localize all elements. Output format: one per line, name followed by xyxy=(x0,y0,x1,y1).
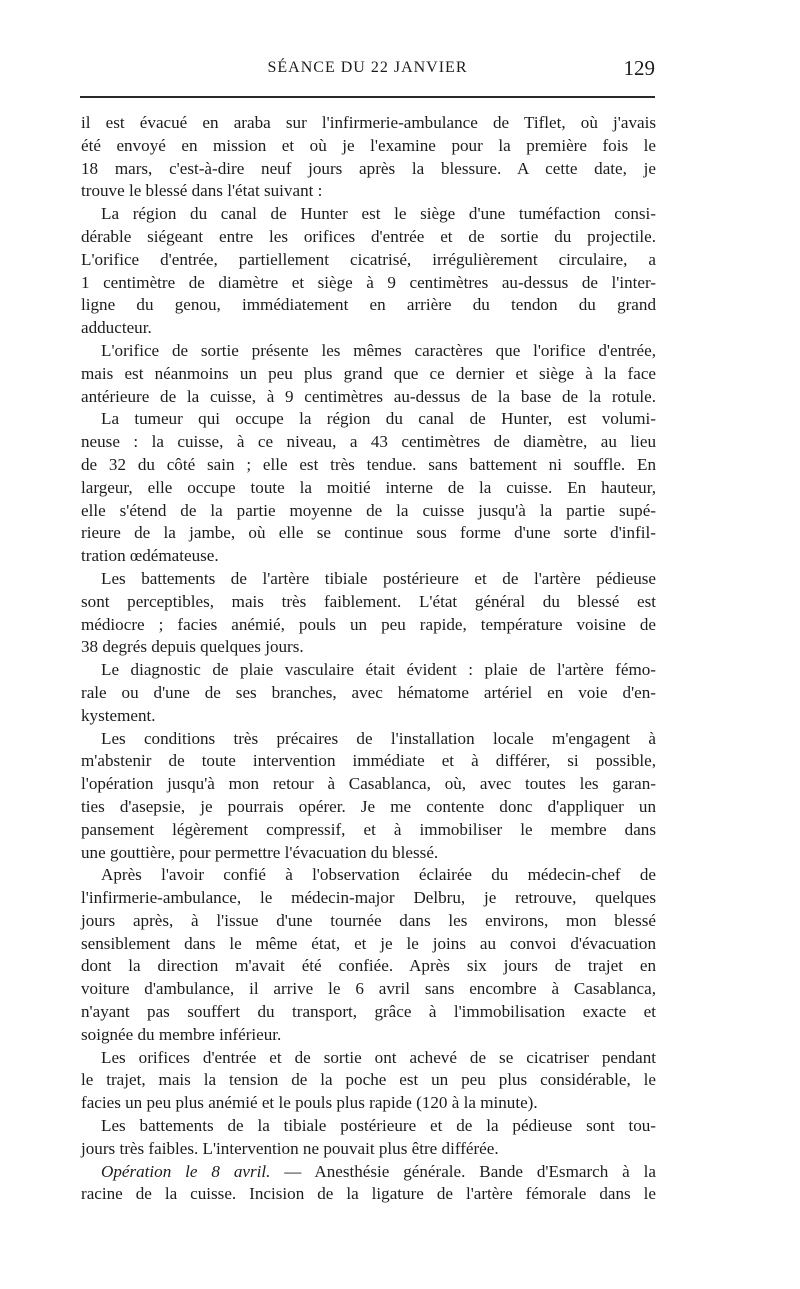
text-line: pansement légèrement compressif, et à immobiliser le membre dans xyxy=(81,819,656,839)
text-line: 38 degrés depuis quelques jours. xyxy=(81,637,304,657)
text-line: L'orifice d'entrée, partiellement cicatrisé, irrégulièrement circulaire, a xyxy=(81,249,656,269)
text-line: m'abstenir de toute intervention immédiate et à différer, si possible, xyxy=(81,751,656,771)
text-line: Les battements de la tibiale postérieure et de la pédieuse sont tou- xyxy=(101,1116,656,1136)
text-line: ties d'asepsie, je pourrais opérer. Je me contente donc d'appliquer un xyxy=(81,796,656,816)
text-line: La tumeur qui occupe la région du canal de Hunter, est volumi- xyxy=(101,409,656,429)
text-line: trouve le blessé dans l'état suivant : xyxy=(81,181,323,201)
text-line: neuse : la cuisse, à ce niveau, a 43 centimètres de diamètre, au lieu xyxy=(81,432,656,452)
text-line: dérable siégeant entre les orifices d'entrée et de sortie du projectile. xyxy=(81,226,656,246)
text-line: 18 mars, c'est-à-dire neuf jours après la blessure. A cette date, je xyxy=(81,158,656,178)
text-line: largeur, elle occupe toute la moitié interne de la cuisse. En hauteur, xyxy=(81,477,656,497)
text-line: sensiblement dans le même état, et je le joins au convoi d'évacuation xyxy=(81,933,656,953)
header-rule xyxy=(80,96,655,98)
text-line: été envoyé en mission et où je l'examine pour la première fois le xyxy=(81,135,656,155)
text-line: voiture d'ambulance, il arrive le 6 avril sans encombre à Casablanca, xyxy=(81,979,656,999)
text-line: il est évacué en araba sur l'infirmerie-ambulance de Tiflet, où j'avais xyxy=(81,113,656,132)
operation-date-heading: Opération le 8 avril. xyxy=(101,1161,271,1181)
text-line: soignée du membre inférieur. xyxy=(81,1024,282,1044)
page-number: 129 xyxy=(623,56,655,80)
text-line: de 32 du côté sain ; elle est très tendue. sans battement ni souffle. En xyxy=(81,454,656,474)
text-line xyxy=(81,1161,656,1184)
text-line: sont perceptibles, mais très faiblement. L'état général du blessé est xyxy=(81,591,656,611)
text-line: Après l'avoir confié à l'observation éclairée du médecin-chef de xyxy=(101,865,656,885)
text-line: dont la direction m'avait été confiée. Après six jours de trajet en xyxy=(81,956,656,976)
running-title: SÉANCE DU 22 JANVIER xyxy=(267,59,468,76)
text-line: une gouttière, pour permettre l'évacuation du blessé. xyxy=(81,842,439,862)
text-line: l'infirmerie-ambulance, le médecin-major Delbru, je retrouve, quelques xyxy=(81,888,656,908)
text-line: Le diagnostic de plaie vasculaire était évident : plaie de l'artère fémo- xyxy=(101,660,656,680)
text-line: le trajet, mais la tension de la poche est un peu plus considérable, le xyxy=(81,1070,656,1090)
text-line: Les battements de l'artère tibiale postérieure et de l'artère pédieuse xyxy=(101,568,656,588)
text-line: tration œdémateuse. xyxy=(81,546,219,566)
text-line: Les orifices d'entrée et de sortie ont achevé de se cicatriser pendant xyxy=(101,1047,656,1067)
text-line: 1 centimètre de diamètre et siège à 9 centimètres au-dessus de l'inter- xyxy=(81,272,656,292)
text-line: médiocre ; facies anémié, pouls un peu rapide, température voisine de xyxy=(81,614,656,634)
text-line: mais est néanmoins un peu plus grand que ce dernier et siège à la face xyxy=(81,363,656,383)
text-line: elle s'étend de la partie moyenne de la cuisse jusqu'à la partie supé- xyxy=(81,500,656,520)
text-line: Les conditions très précaires de l'installation locale m'engagent à xyxy=(101,728,656,748)
text-line: adducteur. xyxy=(81,318,152,338)
text-line: rale ou d'une de ses branches, avec hématome artériel en voie d'en- xyxy=(81,682,656,702)
text-line: l'opération jusqu'à mon retour à Casablanca, où, avec toutes les garan- xyxy=(81,774,656,794)
text-line: L'orifice de sortie présente les mêmes caractères que l'orifice d'entrée, xyxy=(101,340,656,360)
text-line: racine de la cuisse. Incision de la ligature de l'artère fémorale dans le xyxy=(81,1184,656,1204)
text-line: jours après, à l'issue d'une tournée dans les environs, mon blessé xyxy=(81,910,656,930)
text-line: La région du canal de Hunter est le siège d'une tuméfaction consi- xyxy=(101,204,656,224)
text-line: facies un peu plus anémié et le pouls plus rapide (120 à la minute). xyxy=(81,1093,538,1113)
text-line: ligne du genou, immédiatement en arrière du tendon du grand xyxy=(81,295,656,315)
text-line: jours très faibles. L'intervention ne pouvait plus être différée. xyxy=(81,1138,499,1158)
body-text xyxy=(81,112,656,1206)
text-line: n'ayant pas souffert du transport, grâce à l'immobilisation exacte et xyxy=(81,1002,656,1022)
text-line: rieure de la jambe, où elle se continue sous forme d'une sorte d'infil- xyxy=(81,523,656,543)
running-head xyxy=(80,56,655,82)
text-line: kystement. xyxy=(81,705,156,725)
text-line: antérieure de la cuisse, à 9 centimètres au-dessus de la base de la rotule. xyxy=(81,386,656,406)
text-line-rest: — Anesthésie générale. Bande d'Esmarch à la xyxy=(270,1161,657,1181)
